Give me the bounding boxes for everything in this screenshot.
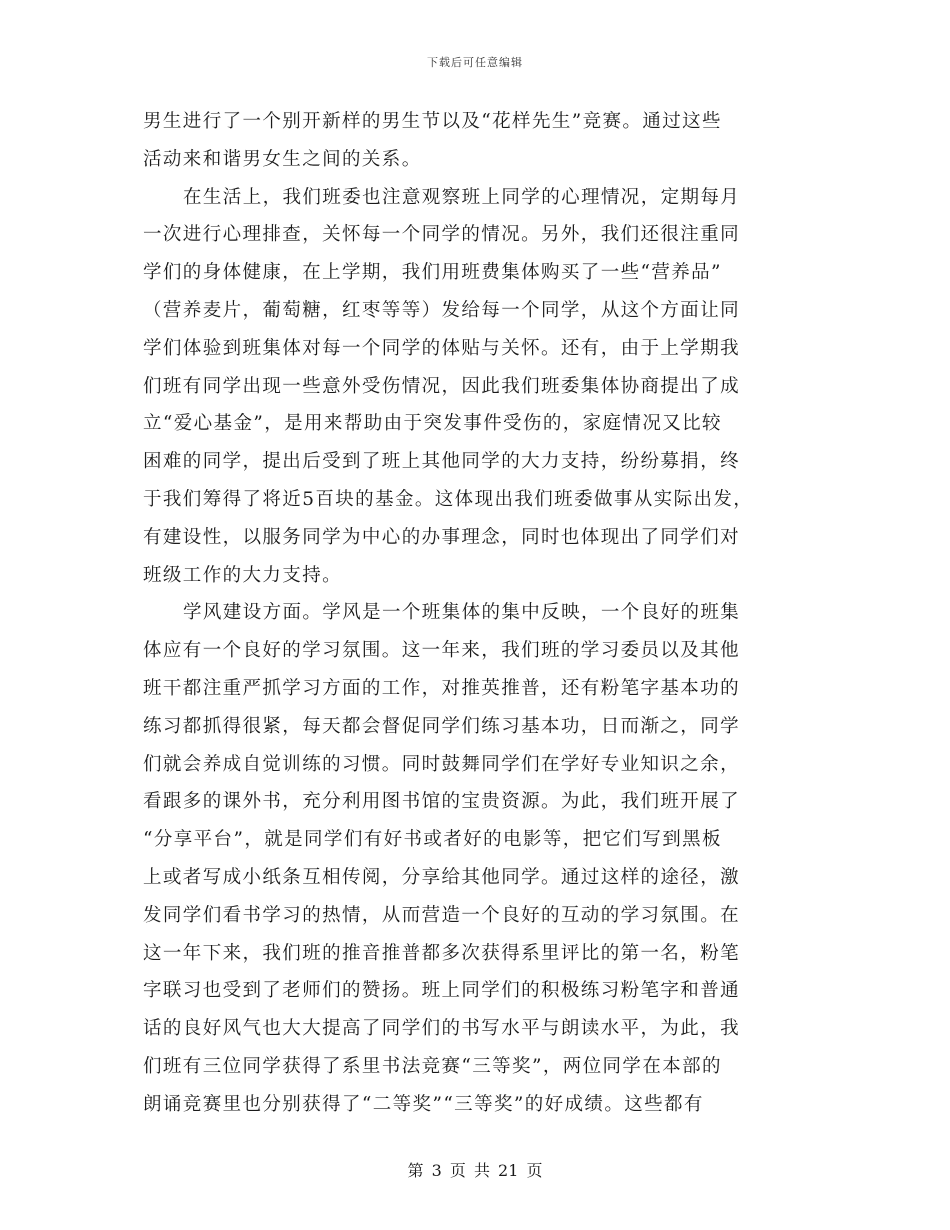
text-line: 们班有同学出现一些意外受伤情况，因此我们班委集体协商提出了成 xyxy=(143,375,741,397)
text-line: 班级工作的大力支持。 xyxy=(143,564,343,586)
text-line: 们就会养成自觉训练的习惯。同时鼓舞同学们在学好专业知识之余， xyxy=(143,753,741,775)
document-body xyxy=(143,103,809,1124)
text-line: 男生进行了一个别开新样的男生节以及“花样先生”竞赛。通过这些 xyxy=(143,111,722,132)
page-header-note: 下载后可任意编辑 xyxy=(427,56,523,69)
text-line: 话的良好风气也大大提高了同学们的书写水平与朗读水平，为此，我 xyxy=(143,1018,741,1040)
text-line: 这一年下来，我们班的推音推普都多次获得系里评比的第一名，粉笔 xyxy=(143,942,741,964)
text-line: （营养麦片，葡萄糖，红枣等等）发给每一个同学，从这个方面让同 xyxy=(143,299,741,321)
text-line: 立“爱心基金”，是用来帮助由于突发事件受伤的，家庭情况又比较 xyxy=(143,413,722,435)
text-line: 发同学们看书学习的热情，从而营造一个良好的互动的学习氛围。在 xyxy=(143,904,741,926)
text-line: 活动来和谐男女生之间的关系。 xyxy=(143,148,422,170)
text-line: 在生活上，我们班委也注意观察班上同学的心理情况，定期每月 xyxy=(183,186,741,208)
text-line: 有建设性，以服务同学为中心的办事理念，同时也体现出了同学们对 xyxy=(143,526,741,548)
page-number-footer: 第 3 页 共 21 页 xyxy=(407,1161,543,1180)
text-line: 们班有三位同学获得了系里书法竞赛“三等奖”，两位同学在本部的 xyxy=(143,1055,722,1077)
text-line: 于我们筹得了将近5百块的基金。这体现出我们班委做事从实际出发， xyxy=(143,488,754,510)
text-line: 练习都抓得很紧，每天都会督促同学们练习基本功，日而渐之，同学 xyxy=(143,715,741,737)
text-line: 班干都注重严抓学习方面的工作，对推英推普，还有粉笔字基本功的 xyxy=(143,677,741,699)
text-line: 上或者写成小纸条互相传阅，分享给其他同学。通过这样的途径，激 xyxy=(143,866,741,888)
text-line: 一次进行心理排查，关怀每一个同学的情况。另外，我们还很注重同 xyxy=(143,224,741,246)
text-line: 困难的同学，提出后受到了班上其他同学的大力支持，纷纷募捐，终 xyxy=(143,451,741,473)
text-line: 学风建设方面。学风是一个班集体的集中反映，一个良好的班集 xyxy=(183,602,741,624)
text-line: 学们体验到班集体对每一个同学的体贴与关怀。还有，由于上学期我 xyxy=(143,337,741,359)
text-line: 体应有一个良好的学习氛围。这一年来，我们班的学习委员以及其他 xyxy=(143,640,741,662)
text-line: 看跟多的课外书，充分利用图书馆的宝贵资源。为此，我们班开展了 xyxy=(143,791,741,813)
text-line: 字联习也受到了老师们的赞扬。班上同学们的积极练习粉笔字和普通 xyxy=(143,980,741,1002)
text-line: 朗诵竞赛里也分别获得了“二等奖”“三等奖”的好成绩。这些都有 xyxy=(143,1093,704,1115)
text-line: 学们的身体健康，在上学期，我们用班费集体购买了一些“营养品” xyxy=(143,262,722,284)
text-line: “分享平台”，就是同学们有好书或者好的电影等，把它们写到黑板 xyxy=(143,829,722,851)
